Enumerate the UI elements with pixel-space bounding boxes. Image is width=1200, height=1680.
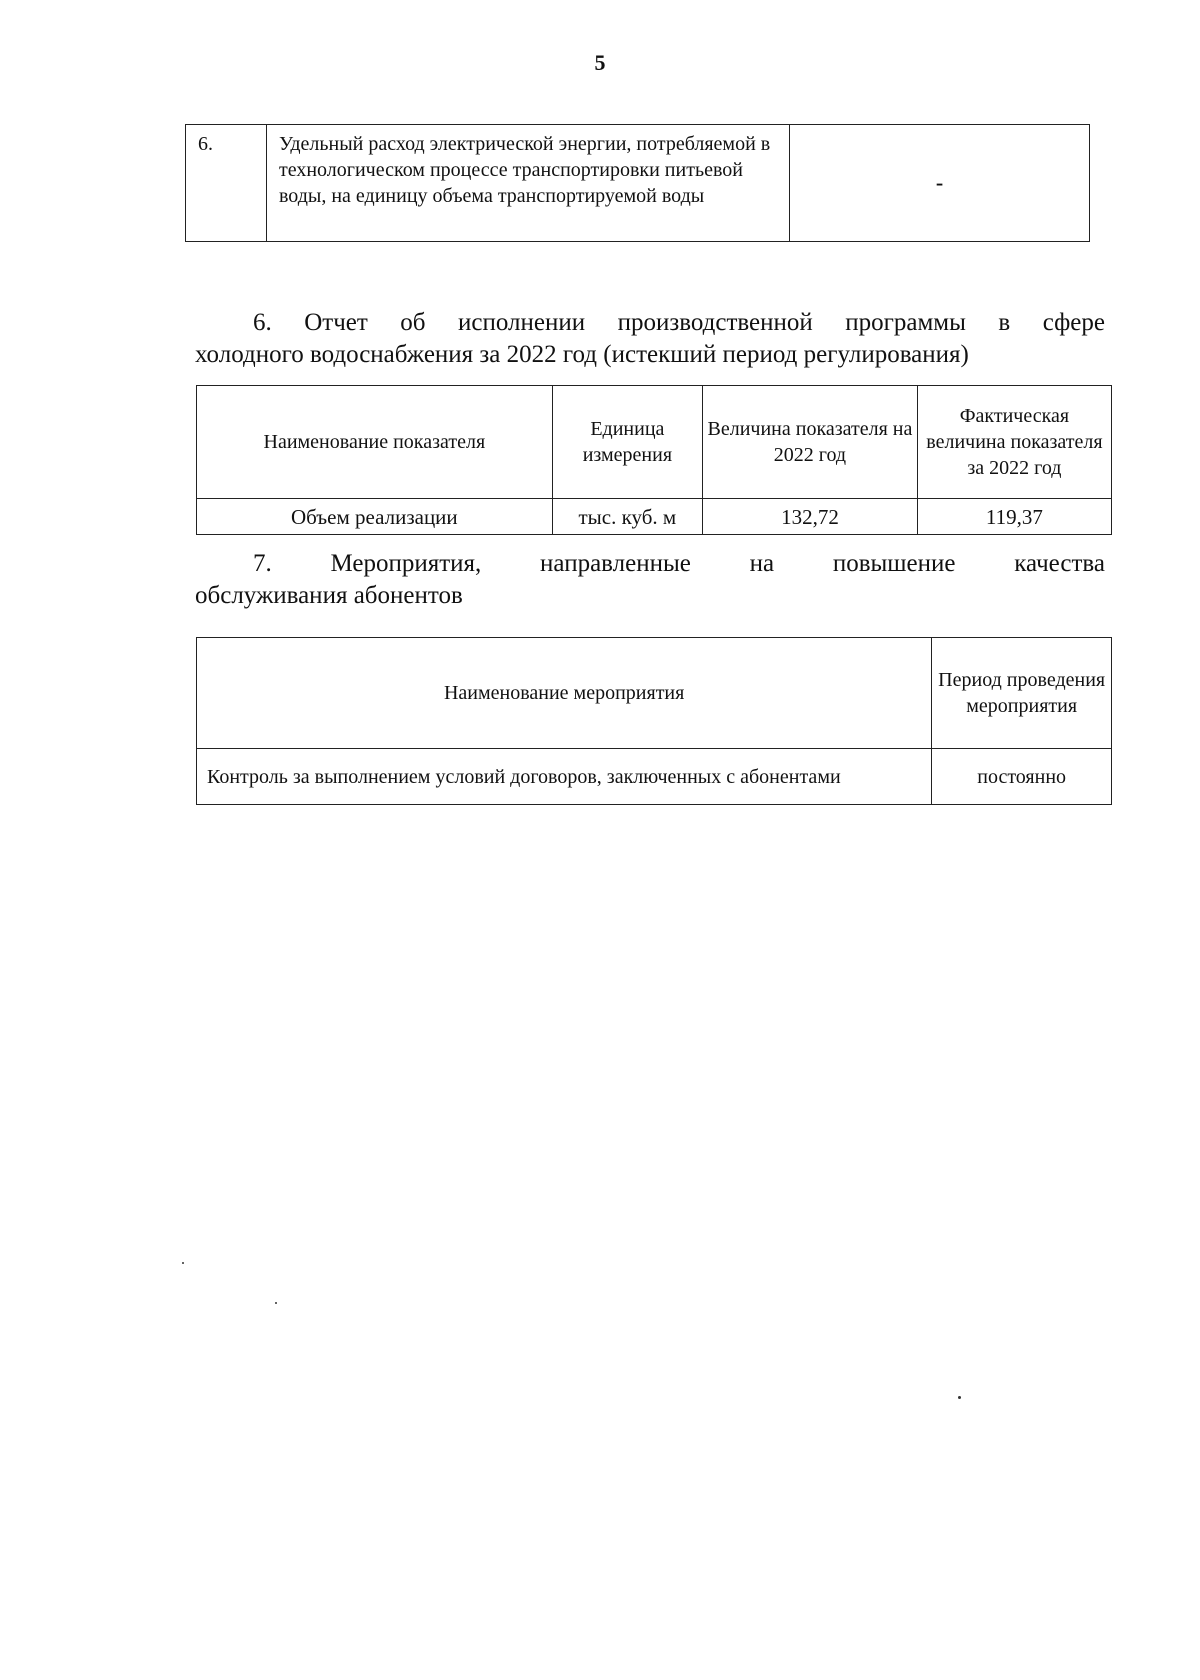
cell-actual-value: 119,37 [917, 499, 1111, 535]
scan-speck [958, 1396, 961, 1399]
section-7-heading-line2: обслуживания абонентов [195, 582, 463, 609]
service-measures-table [196, 637, 1112, 805]
section-6-heading-line2: холодного водоснабжения за 2022 год (истекший период регулирования) [195, 341, 969, 368]
cell-planned-value: 132,72 [703, 499, 918, 535]
header-planned-value: Величина показателя на 2022 год [703, 386, 918, 499]
indicator-description: Удельный расход электрической энергии, потребляемой в технологическом процессе транспортировки питьевой воды, на единицу объема транспортируемой воды [267, 125, 790, 242]
header-unit: Единица измерения [552, 386, 702, 499]
section-6-heading [195, 307, 1105, 371]
header-indicator-name: Наименование показателя [197, 386, 553, 499]
table-row [197, 499, 1112, 535]
cell-measure-period: постоянно [932, 749, 1112, 805]
cell-measure-name: Контроль за выполнением условий договоров, заключенных с абонентами [197, 749, 932, 805]
indicator-value: - [790, 125, 1090, 242]
header-actual-value: Фактическая величина показателя за 2022 год [917, 386, 1111, 499]
cell-unit: тыс. куб. м [552, 499, 702, 535]
table-header-row [197, 386, 1112, 499]
table-header-row [197, 638, 1112, 749]
header-measure-period: Период проведения мероприятия [932, 638, 1112, 749]
section-6-heading-line1: 6. Отчет об исполнении производственной программы в сфере [253, 309, 1105, 336]
table-row [186, 125, 1090, 242]
scan-speck [275, 1302, 277, 1304]
header-measure-name: Наименование мероприятия [197, 638, 932, 749]
cell-indicator-name: Объем реализации [197, 499, 553, 535]
continuation-table [185, 124, 1090, 242]
production-program-report-table [196, 385, 1112, 535]
section-7-heading [195, 548, 1105, 612]
table-row [197, 749, 1112, 805]
scan-speck [182, 1262, 184, 1264]
row-number: 6. [186, 125, 267, 242]
page-number: 5 [594, 50, 606, 75]
section-7-heading-line1: 7. Мероприятия, направленные на повышение качества [253, 550, 1105, 577]
